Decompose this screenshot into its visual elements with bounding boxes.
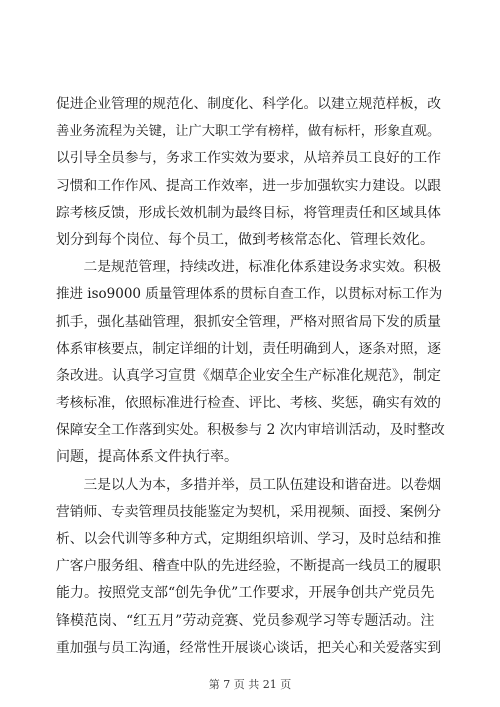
- text-line: 保障安全工作落到实处。积极参与 2 次内审培训活动，及时整改: [56, 422, 445, 439]
- text-line: 促进企业管理的规范化、制度化、科学化。以建立规范样板，改: [56, 96, 442, 112]
- text-line: 析、以会代训等多种方式，定期组织培训、学习，及时总结和推: [56, 531, 442, 547]
- text-line: 能力。按照党支部“创先争优”工作要求，开展争创共产党员先: [56, 585, 435, 602]
- text-line: 以引导全员参与，务求工作实效为要求，从培养员工良好的工作: [56, 150, 442, 167]
- text-line: 问题，提高体系文件执行率。: [56, 449, 238, 466]
- text-line: 抓手，强化基础管理，狠抓安全管理，严格对照省局下发的质量: [56, 313, 442, 330]
- text-line: 锋模范岗、“红五月”劳动竞赛、党员参观学习等专题活动。注: [56, 612, 435, 629]
- document-body: [56, 91, 446, 662]
- text-line: 二是规范管理，持续改进，标准化体系建设务求实效。积极: [56, 259, 442, 276]
- text-line: 推进 iso9000 质量管理体系的贯标自查工作，以贯标对标工作为: [56, 286, 443, 303]
- text-line: 善业务流程为关键，让广大职工学有榜样，做有标杆，形象直观。: [56, 124, 441, 140]
- text-line: 条改进。认真学习宣贯《烟草企业安全生产标准化规范》，制定: [56, 367, 441, 384]
- text-line: 考核标准，依照标准进行检查、评比、考核、奖惩，确实有效的: [56, 395, 442, 412]
- text-line: 习惯和工作作风、提高工作效率，进一步加强软实力建设。以跟: [56, 177, 442, 194]
- text-line: 踪考核反馈，形成长效机制为最终目标，将管理责任和区域具体: [56, 204, 442, 221]
- text-line: 重加强与员工沟通，经常性开展谈心谈话，把关心和关爱落实到: [56, 639, 442, 656]
- text-line: 划分到每个岗位、每个员工，做到考核常态化、管理长效化。: [56, 231, 434, 248]
- page-number-footer: 第 7 页 共 21 页: [208, 678, 292, 691]
- text-line: 营销师、专卖管理员技能鉴定为契机，采用视频、面授、案例分: [56, 503, 442, 520]
- text-line: 体系审核要点，制定详细的计划，责任明确到人，逐条对照，逐: [56, 340, 442, 357]
- text-line: 广客户服务组、稽查中队的先进经验，不断提高一线员工的履职: [56, 558, 442, 575]
- text-line: 三是以人为本，多措并举，员工队伍建设和谐奋进。以卷烟: [56, 476, 442, 493]
